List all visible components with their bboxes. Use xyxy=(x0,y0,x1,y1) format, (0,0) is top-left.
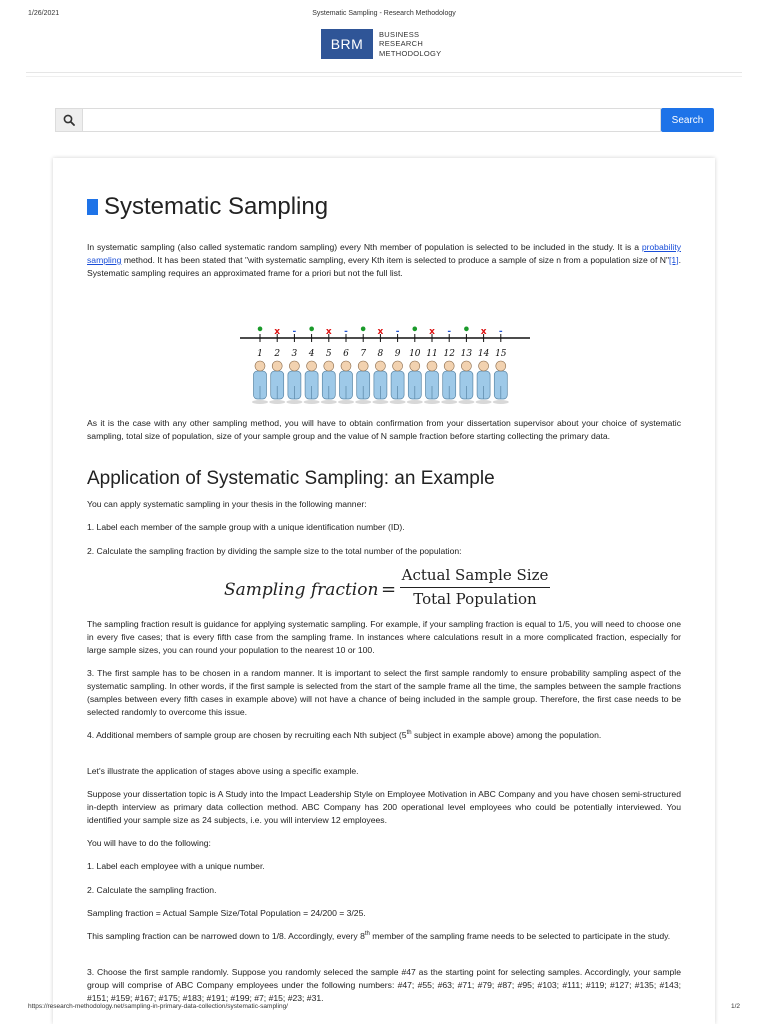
sample-mark: • xyxy=(410,323,419,338)
logo-line-1: BUSINESS xyxy=(379,29,420,39)
person-icon xyxy=(424,361,440,404)
person-icon xyxy=(269,361,285,404)
formula-fraction xyxy=(400,566,550,608)
sample-mark: x xyxy=(377,327,384,337)
formula-equals: = xyxy=(381,579,397,600)
step-4-text-a: 4. Additional members of sample group are chosen by recruiting each Nth subject (5 xyxy=(87,730,407,740)
example-step-2: 2. Calculate the sampling fraction. xyxy=(87,885,217,895)
person-icon xyxy=(286,361,302,404)
sample-mark: - xyxy=(344,327,348,337)
tick-label: 7 xyxy=(360,349,367,359)
search-bar xyxy=(55,108,714,132)
intro-text-c: . Systematic sampling requires an approximated frame for a priori but not the full list. xyxy=(87,255,681,278)
tick-label: 2 xyxy=(274,349,281,359)
step-1: 1. Label each member of the sample group with a unique identification number (ID). xyxy=(87,522,405,532)
paragraph-apply: You can apply systematic sampling in your thesis in the following manner: xyxy=(87,499,367,509)
reference-1-link[interactable]: [1] xyxy=(669,255,679,265)
logo-line-2: RESEARCH xyxy=(379,39,424,49)
logo-line-3: METHODOLOGY xyxy=(379,48,442,58)
probability-sampling-link[interactable]: probability sampling xyxy=(87,242,681,265)
search-input[interactable] xyxy=(83,108,661,132)
paragraph-will: You will have to do the following: xyxy=(87,838,211,848)
paragraph-suppose: Suppose your dissertation topic is A Study into the Impact Leadership Style on Employee Motivation in ABC Company and you have chosen semi-structured in-depth interview as primary data collection method. ABC Company has 200 operational level employees who could be potentially interviewed. You identified your sample size as 24 subjects, i.e. you will interview 12 employees. xyxy=(87,789,681,825)
intro-paragraph xyxy=(87,241,681,280)
tick-label: 12 xyxy=(443,349,455,359)
person-icon xyxy=(476,361,492,404)
person-icon xyxy=(252,361,268,404)
sample-mark: - xyxy=(498,327,503,337)
tick-label: 11 xyxy=(426,349,438,359)
footer-page-number: 1/2 xyxy=(730,1003,740,1010)
paragraph-confirmation: As it is the case with any other sampling method, you will have to obtain confirmation from your dissertation supervisor about your choice of systematic sampling, total size of population, size of your sample group and the value of N sample fraction before starting collecting the primary data. xyxy=(87,418,681,441)
search-button[interactable]: Search xyxy=(661,108,714,132)
step-4-text-b: subject in example above) among the population. xyxy=(411,730,602,740)
example-calculation: Sampling fraction = Actual Sample Size/Total Population = 24/200 = 3/25. xyxy=(87,908,366,918)
page-title xyxy=(87,193,328,221)
sample-mark: • xyxy=(307,323,316,338)
tick-label: 3 xyxy=(291,349,298,359)
paragraph-narrow xyxy=(87,930,681,943)
person-icon xyxy=(458,361,474,404)
person-icon xyxy=(338,361,354,404)
formula-numerator: Actual Sample Size xyxy=(401,566,549,584)
sample-mark: - xyxy=(292,327,297,337)
person-icon xyxy=(304,361,320,404)
step-4-sup: th xyxy=(406,730,412,737)
section-heading: Application of Systematic Sampling: an Example xyxy=(87,468,495,489)
tick-label: 13 xyxy=(460,349,473,359)
sample-mark: x xyxy=(429,327,435,337)
step-4 xyxy=(87,729,681,742)
sample-mark: x xyxy=(325,327,332,337)
systematic-sampling-figure xyxy=(240,322,530,404)
sample-mark: x xyxy=(480,327,487,337)
tick-label: 15 xyxy=(495,349,507,359)
sample-mark: x xyxy=(274,327,281,337)
footer-url: https://research-methodology.net/sampling-in-primary-data-collection/systematic-sampling/ xyxy=(28,1003,288,1010)
sample-mark: • xyxy=(359,323,368,338)
person-icon xyxy=(493,361,509,404)
paragraph-illustrate: Let's illustrate the application of stages above using a specific example. xyxy=(87,766,359,776)
intro-text-b: method. It has been stated that "with systematic sampling, every Kth item is selected to produce a sample of size n from a population size of N" xyxy=(121,255,670,265)
print-title: Systematic Sampling - Research Methodology xyxy=(312,10,456,17)
page-title-text: Systematic Sampling xyxy=(104,193,329,220)
person-icon xyxy=(355,361,371,404)
header-divider xyxy=(26,72,742,73)
logo-badge: BRM xyxy=(321,29,373,59)
narrow-sup: th xyxy=(364,931,370,938)
person-icon xyxy=(321,361,337,404)
print-date: 1/26/2021 xyxy=(28,10,60,17)
sample-mark: • xyxy=(255,323,265,338)
sample-mark: - xyxy=(447,327,452,337)
header-divider-2 xyxy=(26,76,742,77)
fraction-bar xyxy=(400,587,550,588)
tick-label: 1 xyxy=(257,349,263,359)
sampling-fraction-formula xyxy=(224,566,554,612)
example-step-3: 3. Choose the first sample randomly. Suppose you randomly seleced the sample #47 as the starting point for selecting samples. Accordingly, your sample group will comprise of ABC Company employees under the following numbers: #47; #55; #63; #71; #79; #87; #95; #103; #111; #119; #127; #135; #143; #151; #159; #167; #175; #183; #191; #199; #7; #15; #23; #31. xyxy=(87,967,681,1003)
title-marker xyxy=(87,199,98,215)
tick-label: 8 xyxy=(377,349,384,359)
person-icon xyxy=(390,361,406,404)
example-step-1: 1. Label each employee with a unique number. xyxy=(87,861,265,871)
step-2: 2. Calculate the sampling fraction by dividing the sample size to the total number of the population: xyxy=(87,546,462,556)
tick-label: 4 xyxy=(308,349,315,359)
person-icon xyxy=(407,361,423,404)
narrow-text-b: member of the sampling frame needs to be selected to participate in the study. xyxy=(369,931,671,941)
formula-lhs: Sampling fraction xyxy=(224,580,379,600)
tick-label: 6 xyxy=(343,349,349,359)
narrow-text-a: This sampling fraction can be narrowed down to 1/8. Accordingly, every 8 xyxy=(87,931,365,941)
logo-wordmark xyxy=(379,30,441,59)
step-3: 3. The first sample has to be chosen in a random manner. It is important to select the first sample randomly to ensure probability sampling aspect of the systematic sampling. In other words, if the first sample is selected from the start of the sample frame all the time, the samples between the sample fractions (samples between every fifth cases in example above) will not have a chance of being included in the sample group. Therefore, the first case needs to be selected randomly to overcome this issue. xyxy=(87,668,681,717)
formula-denominator: Total Population xyxy=(413,590,537,608)
sample-mark: - xyxy=(395,327,400,337)
tick-label: 14 xyxy=(477,349,490,359)
intro-text-a: In systematic sampling (also called systematic random sampling) every Nth member of population is selected to be included in the study. It is a xyxy=(87,242,642,252)
paragraph-fraction: The sampling fraction result is guidance for applying systematic sampling. For example, if your sampling fraction is equal to 1/5, you will need to choose one in every five cases; that is every fifth case from the sampling frame. In instances where calculations result in a more complicated fraction, especially for large sample sizes, you can round your population to the nearest 10 or 100. xyxy=(87,619,681,655)
site-logo[interactable] xyxy=(321,29,441,59)
person-icon xyxy=(441,361,457,404)
tick-label: 10 xyxy=(409,349,421,359)
tick-label: 9 xyxy=(394,349,401,359)
search-icon[interactable] xyxy=(55,108,83,132)
tick-label: 5 xyxy=(325,349,332,359)
person-icon xyxy=(372,361,388,404)
sample-mark: • xyxy=(462,323,471,338)
